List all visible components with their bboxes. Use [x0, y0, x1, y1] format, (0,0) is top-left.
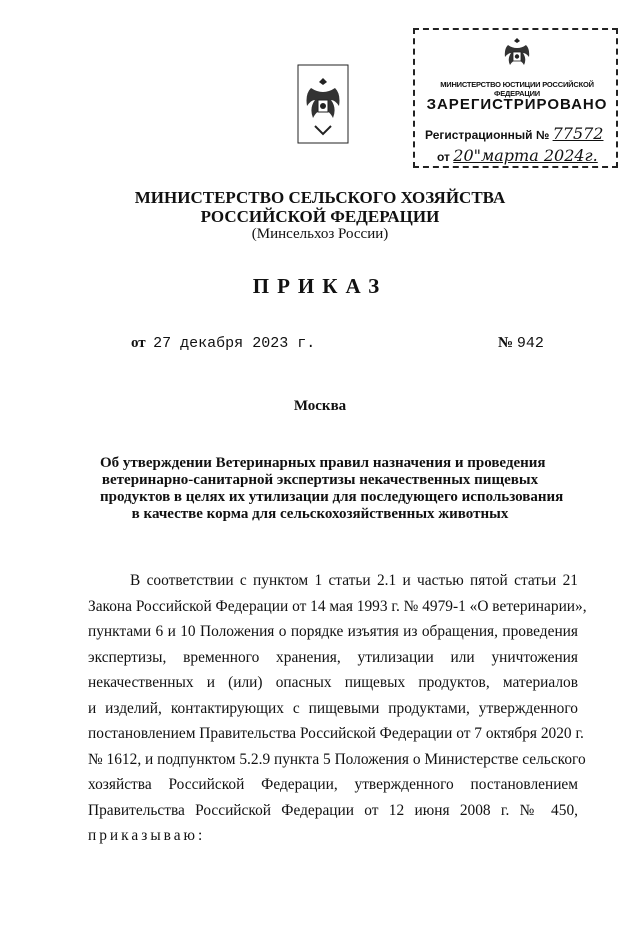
- order-city: Москва: [293, 398, 347, 414]
- body-line: и изделий, контактирующих с пищевыми продуктами, утвержденного: [88, 699, 578, 717]
- order-subject: [100, 455, 564, 523]
- stamp-date-row: [437, 146, 598, 165]
- body-line: № 1612, и подпунктом 5.2.9 пункта 5 Положения о Министерстве сельского: [88, 750, 586, 768]
- stamp-ministry-name: МИНИСТЕРСТВО ЮСТИЦИИ РОССИЙСКОЙ ФЕДЕРАЦИИ: [440, 80, 594, 98]
- stamp-registration-number: 77572: [552, 124, 604, 143]
- subject-line: ветеринарно-санитарной экспертизы некачественных пищевых: [101, 472, 539, 488]
- body-line: экспертизы, временного хранения, утилизации или уничтожения: [88, 648, 578, 666]
- stamp-registration-row: [425, 124, 603, 143]
- body-line: некачественных и (или) опасных пищевых продуктов, материалов: [88, 674, 578, 691]
- order-date-row: [131, 335, 315, 352]
- order-number-label: №: [498, 335, 514, 351]
- stamp-status: ЗАРЕГИСТРИРОВАНО: [426, 96, 608, 113]
- subject-line: Об утверждении Ветеринарных правил назначения и проведения: [100, 455, 546, 471]
- stamp-date-prefix: от: [437, 150, 450, 164]
- stamp-emblem-icon: [499, 36, 535, 76]
- ministry-short-name: (Минсельхоз России): [251, 226, 389, 242]
- order-date-label: от: [131, 335, 146, 351]
- body-line: пунктами 6 и 10 Положения о порядке изъятия из обращения, проведения: [88, 623, 578, 640]
- order-number-value: 942: [516, 335, 544, 352]
- body-line: Закона Российской Федерации от 14 мая 1993 г. № 4979-1 «О ветеринарии»,: [88, 597, 587, 615]
- stamp-date-handwritten: 20"марта 2024г.: [453, 146, 598, 165]
- body-line: В соответствии с пунктом 1 статьи 2.1 и частью пятой статьи 21: [130, 572, 578, 589]
- body-line: постановлением Правительства Российской Федерации от 7 октября 2020 г.: [88, 725, 584, 742]
- order-number-row: [498, 335, 544, 352]
- subject-line: продуктов в целях их утилизации для последующего использования: [100, 489, 564, 505]
- order-date-value: 27 декабря 2023 г.: [153, 335, 316, 352]
- subject-line: в качестве корма для сельскохозяйственных животных: [131, 506, 509, 522]
- order-body: [88, 568, 587, 849]
- ministry-name-line1: МИНИСТЕРСТВО СЕЛЬСКОГО ХОЗЯЙСТВА: [134, 188, 506, 207]
- ministry-name-line2: РОССИЙСКОЙ ФЕДЕРАЦИИ: [200, 207, 440, 226]
- coat-of-arms-emblem-icon: [297, 64, 349, 144]
- body-line: Правительства Российской Федерации от 12 июня 2008 г. № 450,: [88, 801, 578, 819]
- body-line-order-word: приказываю:: [88, 827, 206, 844]
- body-line: хозяйства Российской Федерации, утвержденного постановлением: [88, 776, 578, 793]
- order-title: ПРИКАЗ: [252, 274, 388, 298]
- stamp-registration-label: Регистрационный №: [425, 128, 550, 142]
- registration-stamp: [413, 28, 618, 168]
